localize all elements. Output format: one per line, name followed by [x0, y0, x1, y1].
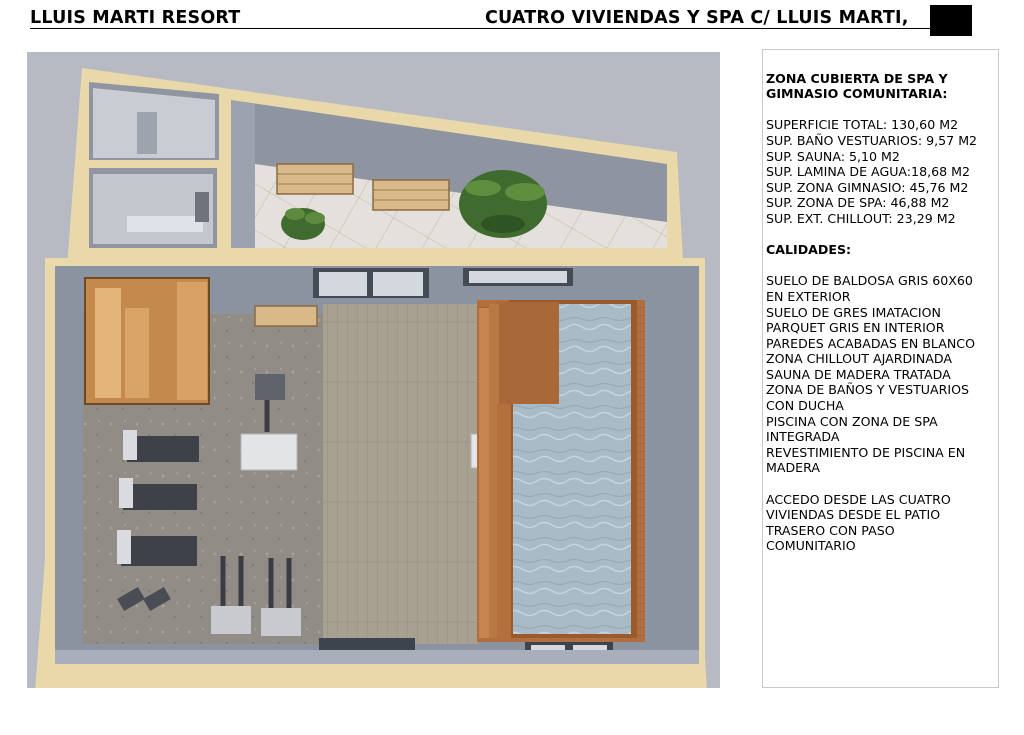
- quality-line: PISCINA CON ZONA DE SPA INTEGRADA: [766, 413, 938, 445]
- surface-line: SUP. EXT. CHILLOUT: 23,29 M2: [766, 210, 956, 226]
- quality-line: SUELO DE BALDOSA GRIS 60X60 EN EXTERIOR: [766, 273, 973, 304]
- access-text: ACCEDO DESDE LAS CUATRO VIVIENDAS DESDE EL PATIO TRASERO CON PASO COMUNITARIO: [766, 491, 951, 554]
- floor-plan-render: [27, 52, 720, 688]
- quality-line: REVESTIMIENTO DE PISCINA EN MADERA: [766, 444, 966, 476]
- quality-line: ZONA CHILLOUT AJARDINADA: [766, 351, 952, 367]
- quality-line: SUELO DE GRES IMATACION: [766, 304, 941, 320]
- description-panel: [762, 49, 999, 688]
- redaction-box: [930, 5, 972, 36]
- header-right-title: CUATRO VIVIENDAS Y SPA C/ LLUIS MARTI,: [485, 8, 909, 28]
- panel-heading: ZONA CUBIERTA DE SPA Y GIMNASIO COMUNITARIA:: [766, 70, 948, 102]
- surface-line: SUPERFICIE TOTAL: 130,60 M2: [766, 117, 959, 133]
- qualities-heading: CALIDADES:: [766, 242, 852, 258]
- header-underline: [30, 28, 933, 29]
- quality-line: PARQUET GRIS EN INTERIOR: [766, 320, 945, 336]
- surface-line: SUP. ZONA DE SPA: 46,88 M2: [766, 195, 950, 211]
- surface-line: SUP. SAUNA: 5,10 M2: [766, 148, 900, 164]
- quality-line: SAUNA DE MADERA TRATADA: [766, 366, 951, 382]
- surface-line: SUP. LAMINA DE AGUA:18,68 M2: [766, 164, 970, 180]
- header-left-title: LLUIS MARTI RESORT: [30, 8, 241, 28]
- surface-line: SUP. BAÑO VESTUARIOS: 9,57 M2: [766, 132, 978, 148]
- quality-line: ZONA DE BAÑOS Y VESTUARIOS CON DUCHA: [766, 382, 969, 414]
- surface-line: SUP. ZONA GIMNASIO: 45,76 M2: [766, 179, 969, 195]
- quality-line: PAREDES ACABADAS EN BLANCO: [766, 335, 975, 351]
- description-text: [766, 55, 977, 554]
